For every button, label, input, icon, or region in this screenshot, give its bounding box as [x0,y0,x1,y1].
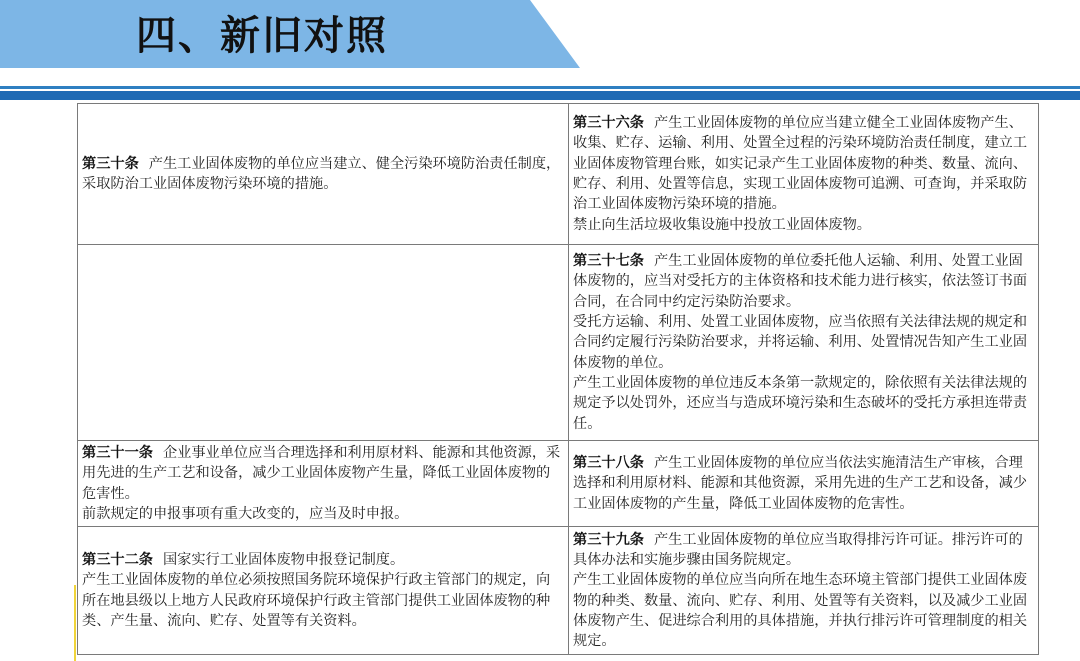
article-number: 第三十条 [82,155,139,172]
article-number: 第三十七条 [573,253,644,270]
article-number: 第三十九条 [573,531,644,548]
article-text: 产生工业固体废物的单位应当取得排污许可证。排污许可的具体办法和实施步骤由国务院规定。 [573,531,1023,569]
article-text: 产生工业固体废物的单位应当向所在地生态环境主管部门提供工业固体废物的种类、数量、流向、贮存、利用、处置等有关资料，以及减少工业固体废物产生、促进综合利用的具体措施，并执行排污许可管理制度的相关规定。 [573,572,1028,650]
article-paragraph [573,373,1034,434]
article-number: 第三十一条 [82,445,153,461]
old-law-cell [78,527,569,655]
article-text: 国家实行工业固体废物申报登记制度。 [162,552,405,569]
table-row [78,527,1039,655]
old-law-cell [78,441,569,527]
header-rule-thick [0,91,1080,100]
article-paragraph [82,504,564,524]
old-law-cell [78,104,569,245]
old-law-cell [78,245,569,441]
new-law-cell [569,104,1039,245]
article-paragraph [82,550,564,570]
article-text: 产生工业固体废物的单位委托他人运输、利用、处置工业固体废物的，应当对受托方的主体资格和技术能力进行核实，依法签订书面合同，在合同中约定污染防治要求。 [573,253,1028,310]
article-text: 前款规定的申报事项有重大改变的，应当及时申报。 [82,505,409,522]
table-row [78,441,1039,527]
new-law-cell [569,245,1039,441]
article-text: 产生工业固体废物的单位应当建立、健全污染环境防治责任制度，采取防治工业固体废物污染环境的措施。 [82,155,561,192]
article-text: 禁止向生活垃圾收集设施中投放工业固体废物。 [573,216,871,233]
table-row [78,245,1039,441]
article-number: 第三十二条 [82,552,153,569]
article-text: 产生工业固体废物的单位应当依法实施清洁生产审核，合理选择和利用原材料、能源和其他资源，采用先进的生产工艺和设备，减少工业固体废物的产生量，降低工业固体废物的危害性。 [573,455,1028,512]
article-text: 产生工业固体废物的单位必须按照国务院环境保护行政主管部门的规定，向所在地县级以上地方人民政府环境保护行政主管部门提供工业固体废物的种类、产生量、流向、贮存、处置等有关资料。 [82,572,551,629]
new-law-cell [569,527,1039,655]
article-text: 产生工业固体废物的单位违反本条第一款规定的，除依照有关法律法规的规定予以处罚外，还应当与造成环境污染和生态破坏的受托方承担连带责任。 [573,374,1028,432]
article-paragraph [82,154,564,195]
comparison-table-body [78,104,1039,655]
new-law-cell [569,441,1039,527]
table-row [78,104,1039,245]
article-number: 第三十八条 [573,455,644,472]
article-paragraph [573,570,1034,651]
article-number: 第三十六条 [573,115,644,132]
comparison-table [77,103,1039,655]
article-paragraph [82,443,564,504]
article-paragraph [573,453,1034,514]
article-paragraph [573,215,1034,235]
article-text: 受托方运输、利用、处置工业固体废物，应当依照有关法律法规的规定和合同约定履行污染防治要求，并将运输、利用、处置情况告知产生工业固体废物的单位。 [573,314,1028,371]
page-title: 四、新旧对照 [136,13,388,59]
article-paragraph [573,113,1034,214]
article-text: 企业事业单位应当合理选择和利用原材料、能源和其他资源，采用先进的生产工艺和设备，减少工业固体废物产生量，降低工业固体废物的危害性。 [82,445,561,502]
article-paragraph [573,312,1034,373]
header-rule-thin [0,86,1080,89]
article-paragraph [573,530,1034,571]
article-paragraph [573,251,1034,312]
left-edge-line [74,585,76,661]
article-paragraph [82,570,564,631]
article-text: 产生工业固体废物的单位应当建立健全工业固体废物产生、收集、贮存、运输、利用、处置全过程的污染环境防治责任制度，建立工业固体废物管理台账，如实记录产生工业固体废物的种类、数量、流向、贮存、利用、处置等信息，实现工业固体废物可追溯、可查询，并采取防治工业固体废物污染环境的措施。 [573,115,1028,213]
